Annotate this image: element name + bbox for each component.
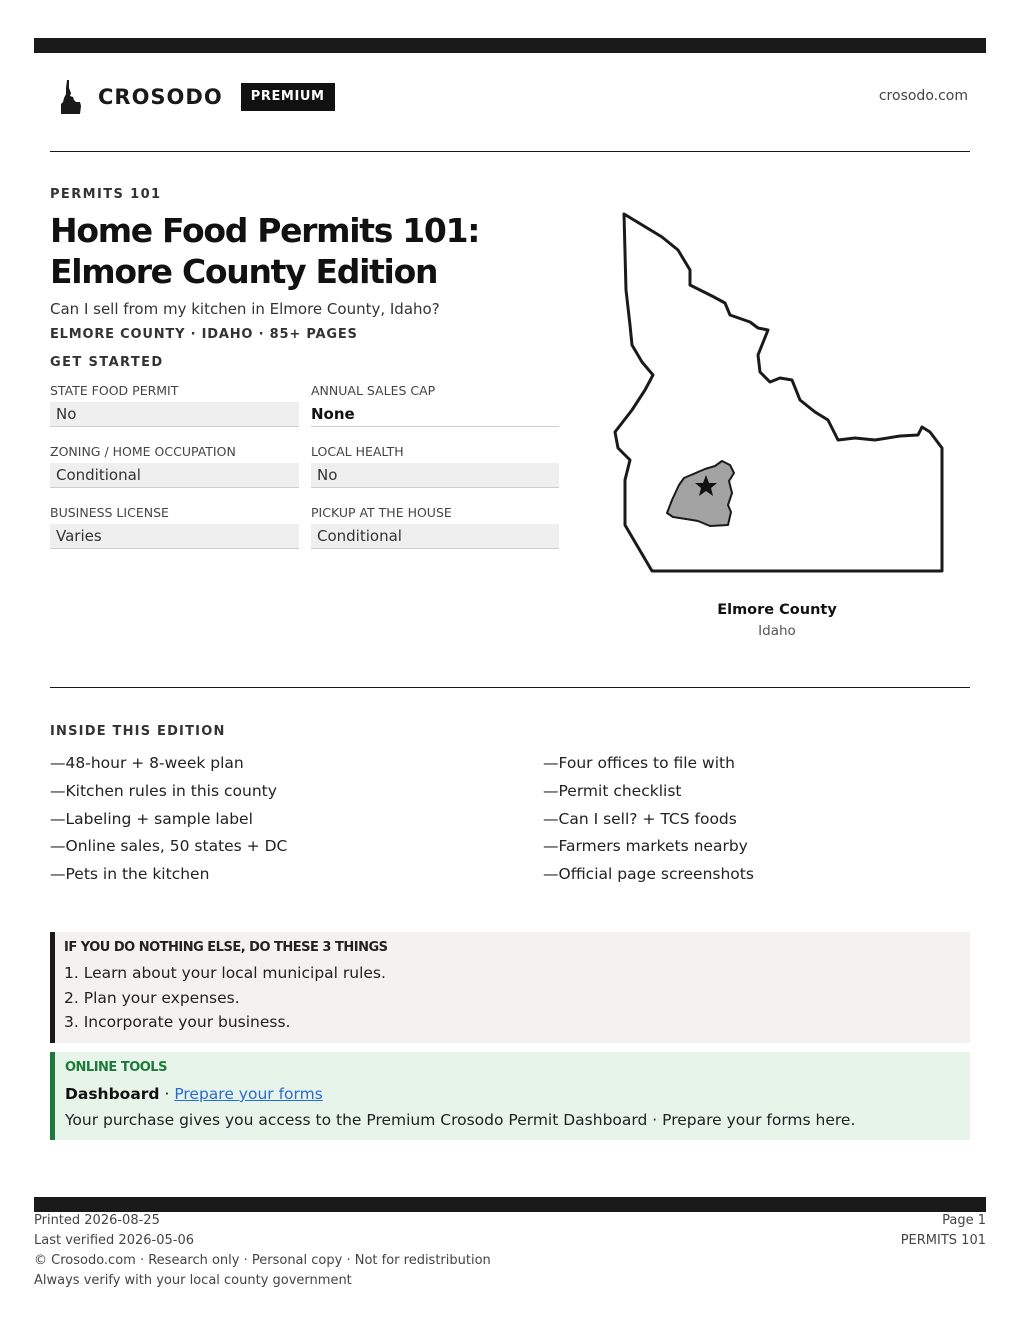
copyright-notice: © Crosodo.com · Research only · Personal copy · Not for redistribution xyxy=(34,1253,491,1268)
tools-description: Your purchase gives you access to the Premium Crosodo Permit Dashboard · Prepare your forms here. xyxy=(65,1111,856,1129)
edition-meta: ELMORE COUNTY · IDAHO · 85+ PAGES xyxy=(50,327,358,342)
list-item: —Kitchen rules in this county xyxy=(50,781,277,800)
callout-item: 3. Incorporate your business. xyxy=(64,1013,291,1031)
idaho-county-map xyxy=(600,205,950,585)
page-subtitle: Can I sell from my kitchen in Elmore County, Idaho? xyxy=(50,300,440,318)
list-item: —Labeling + sample label xyxy=(50,809,253,828)
fact-value: No xyxy=(50,402,299,427)
callout-item: 2. Plan your expenses. xyxy=(64,988,240,1007)
map-state-label: Idaho xyxy=(758,623,796,639)
inside-edition-heading: INSIDE THIS EDITION xyxy=(50,724,226,739)
permit-facts-grid xyxy=(50,382,559,565)
inside-list-right xyxy=(543,750,754,889)
fact-zoning xyxy=(50,443,299,504)
section-divider xyxy=(50,687,970,688)
list-item: —Four offices to file with xyxy=(543,754,735,772)
online-tools-heading: ONLINE TOOLS xyxy=(65,1060,167,1075)
section-kicker: PERMITS 101 xyxy=(50,187,162,202)
premium-badge: PREMIUM xyxy=(241,83,335,111)
list-item: —Can I sell? + TCS foods xyxy=(543,809,737,828)
footer-left xyxy=(34,1211,491,1291)
printed-date: Printed 2026-08-25 xyxy=(34,1213,160,1228)
footer-section: PERMITS 101 xyxy=(900,1233,986,1248)
tools-links-row xyxy=(65,1082,970,1106)
fact-local-health xyxy=(311,443,559,504)
list-item: —48-hour + 8-week plan xyxy=(50,754,244,772)
fact-label: ZONING / HOME OCCUPATION xyxy=(50,444,236,459)
fact-label: LOCAL HEALTH xyxy=(311,444,404,459)
top-bar xyxy=(34,38,986,53)
list-item: —Pets in the kitchen xyxy=(50,865,210,884)
fact-label: BUSINESS LICENSE xyxy=(50,505,169,520)
map-county-label: Elmore County xyxy=(717,602,837,618)
three-things-callout xyxy=(50,932,970,1043)
idaho-state-outline xyxy=(615,214,942,571)
list-item: —Farmers markets nearby xyxy=(543,837,748,856)
fact-value: Varies xyxy=(50,524,299,549)
site-url[interactable]: crosodo.com xyxy=(878,88,968,104)
disclaimer: Always verify with your local county government xyxy=(34,1273,352,1288)
footer-right xyxy=(901,1211,986,1251)
list-item: —Official page screenshots xyxy=(543,865,754,884)
callout-heading: IF YOU DO NOTHING ELSE, DO THESE 3 THINGS xyxy=(64,940,388,955)
fact-value: No xyxy=(311,463,559,488)
prepare-forms-link[interactable]: Prepare your forms xyxy=(174,1085,323,1103)
fact-annual-sales-cap xyxy=(311,382,559,443)
idaho-silhouette-icon xyxy=(60,80,82,114)
get-started-heading: GET STARTED xyxy=(50,355,164,370)
brand xyxy=(60,80,335,114)
online-tools-panel xyxy=(50,1052,970,1140)
callout-item: 1. Learn about your local municipal rules. xyxy=(64,964,386,982)
fact-label: ANNUAL SALES CAP xyxy=(311,383,436,398)
link-separator: · xyxy=(159,1085,175,1103)
list-item: —Online sales, 50 states + DC xyxy=(50,837,288,856)
dashboard-label: Dashboard xyxy=(65,1085,160,1103)
fact-state-food-permit xyxy=(50,382,299,443)
list-item: —Permit checklist xyxy=(543,781,682,800)
fact-value: Conditional xyxy=(50,463,299,488)
verified-date: Last verified 2026-05-06 xyxy=(34,1233,194,1248)
inside-list-left xyxy=(50,750,287,889)
header-divider xyxy=(50,151,970,152)
page-title: Home Food Permits 101: Elmore County Edition xyxy=(50,211,480,291)
fact-value: Conditional xyxy=(311,524,559,549)
fact-pickup-at-house xyxy=(311,504,559,565)
bottom-bar xyxy=(34,1197,986,1212)
fact-business-license xyxy=(50,504,299,565)
page-number: Page 1 xyxy=(942,1213,986,1228)
fact-label: PICKUP AT THE HOUSE xyxy=(311,505,452,520)
brand-name: CROSODO xyxy=(98,85,223,109)
fact-value: None xyxy=(311,402,559,427)
fact-label: STATE FOOD PERMIT xyxy=(50,383,179,398)
